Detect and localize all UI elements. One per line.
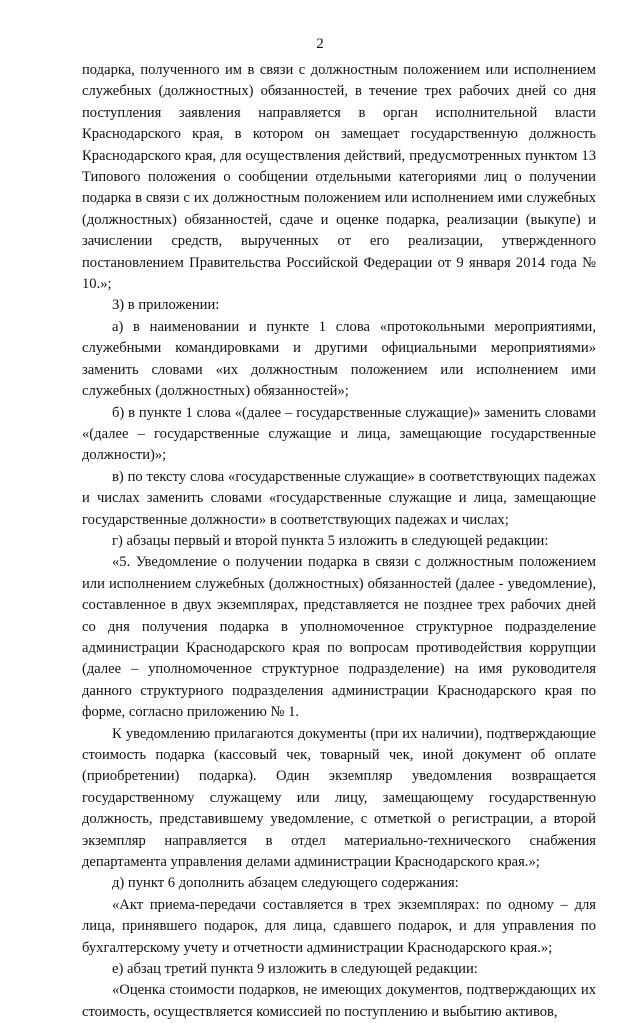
- paragraph-subitem-v: в) по тексту слова «государственные служащие» в соответствующих падежах и числах заменить словами «государственные служащие и лица, замещающие государственные должности» в соответствующих падежах и числах;: [82, 468, 596, 528]
- paragraph-subitem-a: а) в наименовании и пункте 1 слова «протокольными мероприятиями, служебными командировками и другими официальными мероприятиями» заменить словами «их должностным положением или исполнением ими служебных (должностных) обязанностей»;: [82, 318, 596, 400]
- paragraph-subitem-b: б) в пункте 1 слова «(далее – государственные служащие)» заменить словами «(далее – государственные служащие и лица, замещающие государственные должности)»;: [82, 404, 596, 464]
- paragraph-subitem-d: д) пункт 6 дополнить абзацем следующего содержания:: [112, 875, 459, 892]
- paragraph-subitem-e: е) абзац третий пункта 9 изложить в следующей редакции:: [112, 961, 478, 978]
- page-number: 2: [316, 36, 324, 52]
- paragraph-item-3: 3) в приложении:: [112, 297, 220, 314]
- paragraph-continuation: подарка, полученного им в связи с должностным положением или исполнением служебных (должностных) обязанностей, в течение трех рабочих дней со дня поступления заявления направляется в орган исполнительной власти Краснодарского края, в котором он замещает государственную должность Краснодарского края, для осуществления действий, предусмотренных пунктом 13 Типового положения о сообщении отдельными категориями лиц о получении подарка в связи с их должностным положением или исполнением ими служебных (должностных) обязанностей, сдаче и оценке подарка, реализации (выкупе) и зачислении средств, вырученных от его реализации, утвержденного постановлением Правительства Российской Федерации от 9 января 2014 года № 10.»;: [82, 62, 596, 293]
- paragraph-subitem-g: г) абзацы первый и второй пункта 5 изложить в следующей редакции:: [112, 532, 549, 549]
- document-body: [82, 60, 596, 1023]
- paragraph-act-transfer: «Акт приема-передачи составляется в трех экземплярах: по одному – для лица, принявшего подарок, для лица, сдавшего подарок, и для управления по бухгалтерскому учету и отчетности администрации Краснодарского края.»;: [82, 896, 596, 956]
- paragraph-clause-5: «5. Уведомление о получении подарка в связи с должностным положением или исполнением служебных (должностных) обязанностей (далее - уведомление), составленное в двух экземплярах, представляется не позднее трех рабочих дней со дня получения подарка в уполномоченное структурное подразделение администрации Краснодарского края по вопросам противодействия коррупции (далее – уполномоченное структурное подразделение) на имя руководителя данного структурного подразделения администрации Краснодарского края по форме, согласно приложению № 1.: [82, 554, 596, 721]
- paragraph-clause-5-attachments: К уведомлению прилагаются документы (при их наличии), подтверждающие стоимость подарка (кассовый чек, товарный чек, иной документ об оплате (приобретении) подарка). Один экземпляр уведомления возвращается государственному служащему или лицу, замещающему государственную должность, представившему уведомление, с отметкой о регистрации, а второй экземпляр направляется в отдел материально-технического снабжения департамента управления делами администрации Краснодарского края.»;: [82, 725, 596, 871]
- paragraph-valuation: «Оценка стоимости подарков, не имеющих документов, подтверждающих их стоимость, осуществляется комиссией по поступлению и выбытию активов,: [82, 982, 596, 1020]
